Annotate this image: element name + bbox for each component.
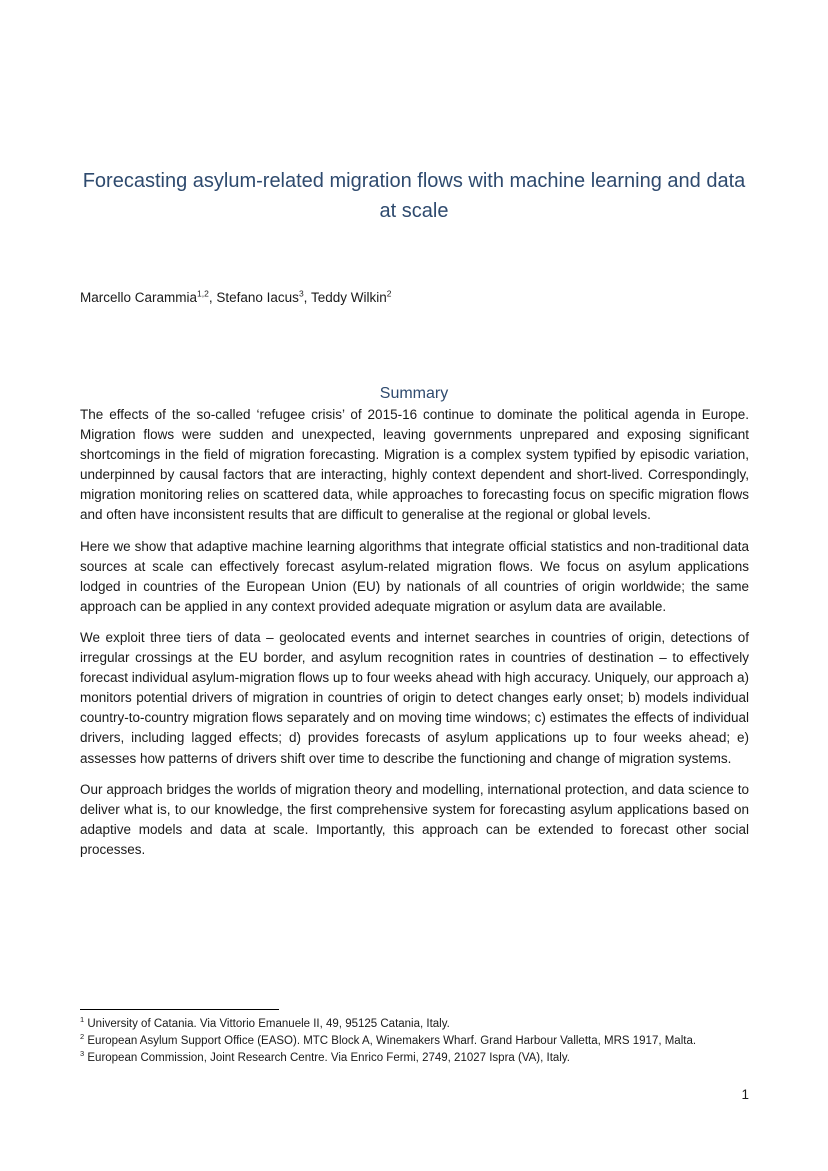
footnote-mark: 1	[80, 1015, 85, 1025]
page-number: 1	[741, 1087, 749, 1102]
footnote	[80, 1050, 749, 1067]
summary-paragraph: Here we show that adaptive machine learning algorithms that integrate official statistics and non-traditional data sources at scale can effectively forecast asylum-related migration flows. We focus on asylum applications lodged in countries of the European Union (EU) by nationals of all countries of origin worldwide; the same approach can be applied in any context provided adequate migration or asylum data are available.	[80, 538, 749, 614]
summary-paragraph: The effects of the so-called ‘refugee crisis’ of 2015-16 continue to dominate the political agenda in Europe. Migration flows were sudden and unexpected, leaving governments unprepared and exposing significant shortcomings in the field of migration forecasting. Migration is a complex system typified by episodic variation, underpinned by causal factors that are interacting, highly context dependent and short-lived. Correspondingly, migration monitoring relies on scattered data, while approaches to forecasting focus on specific migration flows and often have inconsistent results that are difficult to generalise at the regional or global levels.	[80, 407, 749, 523]
footnote-text: European Commission, Joint Research Centre. Via Enrico Fermi, 2749, 21027 Ispra (VA), Italy.	[87, 1052, 570, 1064]
author-name: Marcello Carammia	[80, 290, 198, 305]
footnote	[80, 1033, 749, 1050]
footnote-text: University of Catania. Via Vittorio Emanuele II, 49, 95125 Catania, Italy.	[87, 1018, 450, 1030]
summary-paragraph: Our approach bridges the worlds of migration theory and modelling, international protection, and data science to deliver what is, to our knowledge, the first comprehensive system for forecasting asylum applications based on adaptive models and data at scale. Importantly, this approach can be extended to forecast other social processes.	[80, 781, 749, 857]
footnote-mark: 2	[80, 1032, 85, 1042]
footnote	[80, 1016, 749, 1033]
summary-paragraph: We exploit three tiers of data – geolocated events and internet searches in countries of origin, detections of irregular crossings at the EU border, and asylum recognition rates in countries of destination – to effectively forecast individual asylum-migration flows up to four weeks ahead with high accuracy. Uniquely, our approach a) monitors potential drivers of migration in countries of origin to detect changes early onset; b) models individual country-to-country migration flows separately and on moving time windows; c) estimates the effects of individual drivers, including lagged effects; d) provides forecasts of asylum applications up to four weeks ahead; e) assesses how patterns of drivers shift over time to describe the functioning and change of migration systems.	[80, 629, 749, 766]
author-affiliation-mark: 2	[386, 288, 392, 299]
author-name: Teddy Wilkin	[310, 290, 387, 305]
footnotes	[80, 1016, 749, 1067]
footnote-mark: 3	[80, 1049, 85, 1059]
author-list	[80, 288, 748, 308]
author-affiliation-mark: 1,2	[197, 288, 209, 299]
paper-title: Forecasting asylum-related migration flows with machine learning and data at scale	[82, 170, 746, 222]
author-name: Stefano Iacus	[216, 290, 299, 305]
author-separator: ,	[303, 290, 311, 305]
summary-heading: Summary	[379, 385, 449, 402]
author-separator: ,	[208, 290, 217, 305]
footnote-text: European Asylum Support Office (EASO). MTC Block A, Winemakers Wharf. Grand Harbour Valletta, MRS 1917, Malta.	[87, 1035, 697, 1047]
author-affiliation-mark: 3	[298, 288, 304, 299]
footnote-divider	[80, 1009, 279, 1010]
summary-body	[80, 405, 749, 871]
